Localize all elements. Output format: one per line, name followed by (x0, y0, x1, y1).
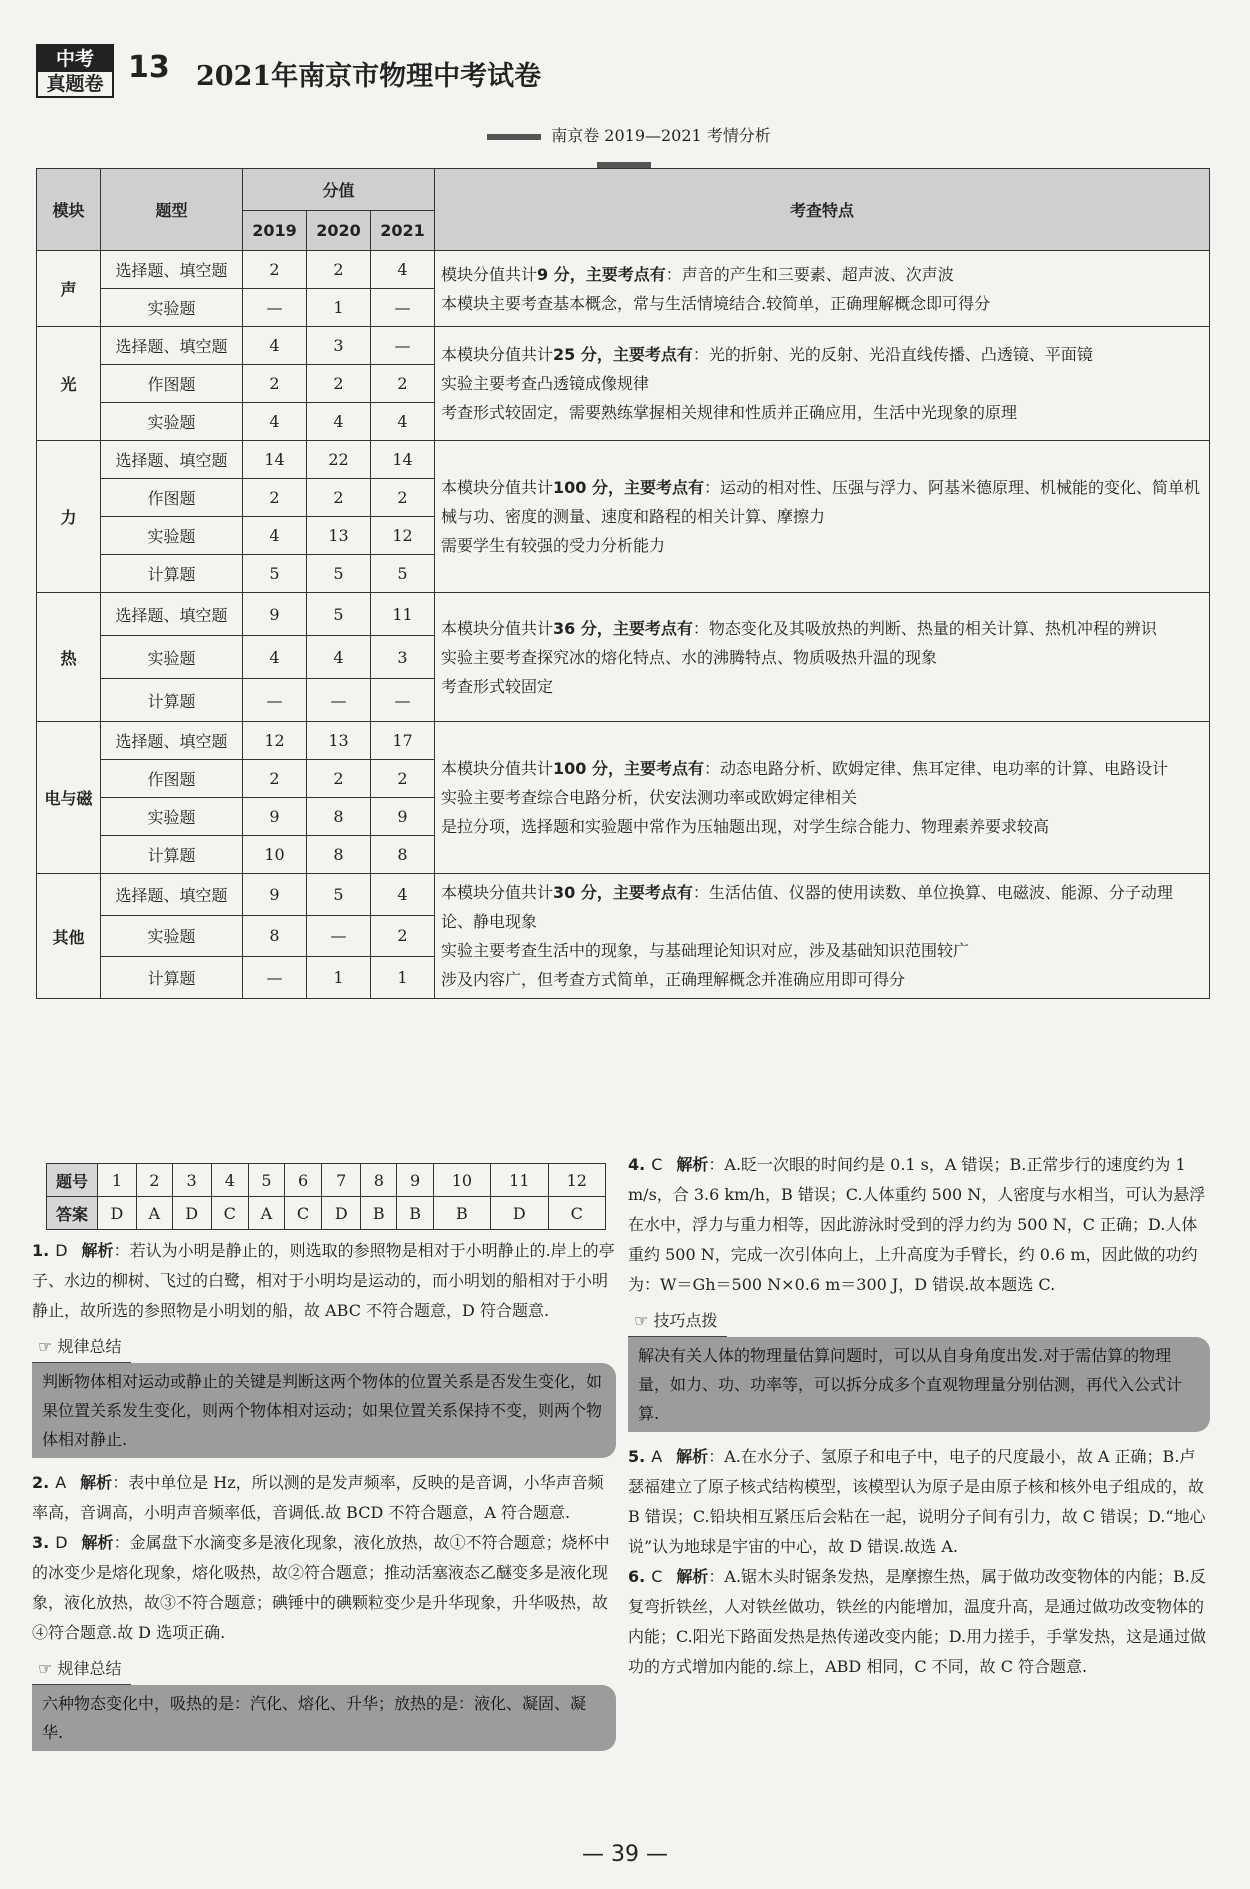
analysis-tag: 解析 (80, 1473, 113, 1492)
feature-line (441, 878, 1203, 936)
score-cell: 2 (307, 365, 371, 403)
question-num: 3. (32, 1533, 50, 1552)
module-name: 光 (37, 327, 101, 441)
score-cell: 12 (371, 517, 435, 555)
module-feature (435, 327, 1210, 441)
analysis-band-title (444, 122, 804, 150)
score-cell: — (371, 327, 435, 365)
type-cell: 选择题、填空题 (101, 441, 243, 479)
score-cell: 5 (307, 874, 371, 916)
band-bar-right (597, 162, 651, 168)
score-cell: 4 (243, 327, 307, 365)
score-cell: 4 (371, 403, 435, 441)
module-name: 力 (37, 441, 101, 593)
score-cell: 13 (307, 517, 371, 555)
paper-number: 13 (128, 50, 170, 85)
feature-text: 本模块分值共计 (441, 883, 554, 902)
hand-pointer-icon: ☞ (38, 1659, 58, 1678)
score-cell: — (307, 679, 371, 722)
type-cell: 实验题 (101, 636, 243, 679)
score-cell: — (371, 679, 435, 722)
explanation-q1 (32, 1236, 616, 1326)
feature-text: ：动态电路分析、欧姆定律、焦耳定律、电功率的计算、电路设计 (704, 759, 1169, 778)
feature-key: ，主要考点有 (569, 264, 666, 284)
explanation-text: ：A.锯木头时锯条发热，是摩擦生热，属于做功改变物体的内能；B.反复弯折铁丝，人对铁丝做功，铁丝的内能增加，温度升高，是通过做功改变物体的内能；C.阳光下路面发热是热传递改变内能；D.用力搓手，手掌发热，这是通过做功的方式增加内能的.综上，ABD 相同，C 不同，故 C 符合题意. (628, 1567, 1207, 1676)
type-cell: 实验题 (101, 798, 243, 836)
feature-line: 实验主要考查凸透镜成像规律 (441, 374, 650, 393)
type-cell: 选择题、填空题 (101, 251, 243, 289)
analysis-body (37, 251, 1210, 999)
score-cell: 9 (243, 874, 307, 916)
feature-line: 实验主要考查综合电路分析，伏安法测功率或欧姆定律相关 (441, 788, 858, 807)
feature-key: ，主要考点有 (596, 345, 693, 364)
analysis-table (36, 168, 1210, 999)
score-cell: — (371, 289, 435, 327)
score-cell: 4 (307, 403, 371, 441)
score-cell: 11 (371, 593, 435, 636)
question-number: 5 (249, 1164, 285, 1197)
feature-score: 100 分 (553, 478, 608, 497)
page-header (36, 44, 1216, 100)
tip-body: 六种物态变化中，吸热的是：汽化、熔化、升华；放热的是：液化、凝固、凝华. (32, 1685, 616, 1751)
th-score: 分值 (243, 169, 435, 211)
analysis-tag: 解析 (676, 1567, 709, 1586)
question-answer: D (55, 1241, 68, 1260)
right-column (628, 1150, 1210, 1682)
question-answer: C (651, 1155, 663, 1174)
score-cell: 4 (243, 403, 307, 441)
tip-title-text: 技巧点拨 (653, 1311, 718, 1330)
feature-text: 模块分值共计 (441, 264, 538, 284)
badge-bottom: 真题卷 (46, 73, 104, 95)
feature-line (441, 260, 1203, 289)
answer-value: D (491, 1197, 548, 1230)
feature-score: 30 分 (553, 883, 597, 902)
feature-text: 本模块分值共计 (441, 478, 554, 497)
explanation-text: ：金属盘下水滴变多是液化现象，液化放热，故①不符合题意；烧杯中的冰变少是熔化现象，熔化吸热，故②符合题意；推动活塞液态乙醚变多是液化现象，液化放热，故③不符合题意；碘锤中的碘颗粒变少是升华现象，升华吸热，故④符合题意.故 D 选项正确. (32, 1533, 610, 1642)
th-2019: 2019 (243, 211, 307, 251)
score-cell: 1 (307, 289, 371, 327)
score-cell: 2 (307, 760, 371, 798)
module-name: 声 (37, 251, 101, 327)
feature-text: ：光的折射、光的反射、光沿直线传播、凸透镜、平面镜 (692, 345, 1093, 364)
score-cell: 2 (371, 479, 435, 517)
score-cell: 5 (307, 593, 371, 636)
type-cell: 实验题 (101, 915, 243, 957)
answer-key-label-q: 题号 (47, 1164, 98, 1197)
score-cell: 2 (243, 251, 307, 289)
answer-value: D (322, 1197, 361, 1230)
question-number: 8 (361, 1164, 397, 1197)
feature-line: 是拉分项，选择题和实验题中常作为压轴题出现，对学生综合能力、物理素养要求较高 (441, 817, 1050, 836)
answer-key-table (46, 1163, 606, 1230)
score-cell: 13 (307, 722, 371, 760)
tip-title (32, 1332, 131, 1363)
tip-title (628, 1306, 727, 1337)
feature-line: 考查形式较固定 (441, 676, 554, 696)
score-cell: 9 (243, 593, 307, 636)
module-feature (435, 722, 1210, 874)
score-cell: — (307, 915, 371, 957)
type-cell: 实验题 (101, 403, 243, 441)
exam-badge (36, 44, 114, 98)
explanation-text: ：A.在水分子、氢原子和电子中，电子的尺度最小，故 A 正确；B.卢瑟福建立了原子核式结构模型，该模型认为原子是由原子核和核外电子组成的，故 B 错误；C.铅块相互紧压后会粘在一起，说明分子间有引力，故 C 错误；D.“地心说”认为地球是宇宙的中心，故 D 错误.故选 A. (628, 1447, 1206, 1556)
feature-key: ，主要考点有 (608, 759, 705, 778)
feature-line (441, 754, 1203, 783)
question-number: 11 (491, 1164, 548, 1197)
explanation-text: ：若认为小明是静止的，则选取的参照物是相对于小明静止的.岸上的亭子、水边的柳树、飞过的白鹭，相对于小明均是运动的，而小明划的船相对于小明静止，故所选的参照物是小明划的船，故 ABC 不符合题意，D 符合题意. (32, 1241, 615, 1320)
score-cell: — (243, 289, 307, 327)
score-cell: 22 (307, 441, 371, 479)
answer-value: B (433, 1197, 490, 1230)
tip-body: 解决有关人体的物理量估算问题时，可以从自身角度出发.对于需估算的物理量，如力、功、功率等，可以拆分成多个直观物理量分别估测，再代入公式计算. (628, 1337, 1210, 1432)
feature-text: 本模块分值共计 (441, 345, 554, 364)
question-answer: A (651, 1447, 663, 1466)
answer-key-label-a: 答案 (47, 1197, 98, 1230)
band-title-text: 南京卷 2019—2021 考情分析 (551, 126, 771, 145)
left-column (32, 1236, 616, 1761)
type-cell: 实验题 (101, 289, 243, 327)
score-cell: 2 (243, 479, 307, 517)
explanation-q4 (628, 1150, 1210, 1300)
feature-score: 36 分 (553, 618, 597, 638)
feature-key: ，主要考点有 (596, 883, 693, 902)
type-cell: 计算题 (101, 679, 243, 722)
question-number: 7 (322, 1164, 361, 1197)
explanation-q3 (32, 1528, 616, 1648)
module-feature (435, 441, 1210, 593)
answer-value: B (361, 1197, 397, 1230)
score-cell: 3 (371, 636, 435, 679)
tip-title (32, 1654, 131, 1685)
feature-text: 本模块分值共计 (441, 618, 554, 638)
th-2021: 2021 (371, 211, 435, 251)
answer-value: C (548, 1197, 605, 1230)
feature-score: 25 分 (553, 345, 597, 364)
analysis-tag: 解析 (81, 1533, 114, 1552)
feature-line: 实验主要考查生活中的现象，与基础理论知识对应，涉及基础知识范围较广 (441, 941, 970, 960)
feature-line: 需要学生有较强的受力分析能力 (441, 536, 666, 555)
hand-pointer-icon: ☞ (634, 1311, 654, 1330)
question-num: 1. (32, 1241, 50, 1260)
feature-text: ：运动的相对性、压强与浮力、阿基米德原理、机械能的变化、简单机械与功、密度的测量、速度和路程的相关计算、摩擦力 (441, 478, 1201, 526)
type-cell: 作图题 (101, 365, 243, 403)
question-number: 12 (548, 1164, 605, 1197)
score-cell: 4 (243, 636, 307, 679)
score-cell: 9 (371, 798, 435, 836)
type-cell: 选择题、填空题 (101, 593, 243, 636)
answer-value: A (249, 1197, 285, 1230)
answer-value: B (397, 1197, 433, 1230)
answer-value: C (284, 1197, 321, 1230)
question-num: 4. (628, 1155, 646, 1174)
score-cell: 5 (371, 555, 435, 593)
score-cell: 2 (371, 365, 435, 403)
type-cell: 实验题 (101, 517, 243, 555)
tip-box (32, 1332, 616, 1458)
score-cell: 5 (243, 555, 307, 593)
badge-top: 中考 (38, 46, 112, 72)
score-cell: 8 (371, 836, 435, 874)
page-number: — 39 — (582, 1842, 668, 1867)
score-cell: 9 (243, 798, 307, 836)
paper-title: 2021年南京市物理中考试卷 (196, 61, 542, 92)
score-cell: 8 (307, 798, 371, 836)
answer-value: D (172, 1197, 211, 1230)
score-cell: 4 (371, 251, 435, 289)
score-cell: — (243, 957, 307, 999)
score-cell: 1 (307, 957, 371, 999)
type-cell: 计算题 (101, 555, 243, 593)
tip-box (628, 1306, 1210, 1432)
analysis-tag: 解析 (676, 1447, 709, 1466)
feature-line: 涉及内容广，但考查方式简单，正确理解概念并准确应用即可得分 (441, 970, 906, 989)
score-cell: 17 (371, 722, 435, 760)
question-number: 1 (98, 1164, 137, 1197)
module-name: 电与磁 (37, 722, 101, 874)
explanation-text: ：表中单位是 Hz，所以测的是发声频率，反映的是音调，小华声音频率高，音调高，小明声音频率低，音调低.故 BCD 不符合题意，A 符合题意. (32, 1473, 604, 1522)
feature-score: 100 分 (553, 759, 608, 778)
module-feature (435, 874, 1210, 999)
th-2020: 2020 (307, 211, 371, 251)
type-cell: 计算题 (101, 836, 243, 874)
score-cell: 1 (371, 957, 435, 999)
score-cell: 5 (307, 555, 371, 593)
type-cell: 选择题、填空题 (101, 327, 243, 365)
analysis-tag: 解析 (676, 1155, 709, 1174)
th-module: 模块 (37, 169, 101, 251)
answer-value: C (211, 1197, 248, 1230)
question-number: 4 (211, 1164, 248, 1197)
question-number: 2 (136, 1164, 172, 1197)
question-num: 6. (628, 1567, 646, 1586)
score-cell: 2 (371, 915, 435, 957)
question-num: 5. (628, 1447, 646, 1466)
score-cell: 2 (243, 760, 307, 798)
question-answer: C (651, 1567, 663, 1586)
score-cell: 4 (243, 517, 307, 555)
score-cell: 14 (371, 441, 435, 479)
feature-score: 9 分 (537, 264, 570, 284)
explanation-q6 (628, 1562, 1210, 1682)
module-name: 其他 (37, 874, 101, 999)
answer-value: D (98, 1197, 137, 1230)
score-cell: 8 (243, 915, 307, 957)
type-cell: 作图题 (101, 479, 243, 517)
th-type: 题型 (101, 169, 243, 251)
feature-line: 考查形式较固定，需要熟练掌握相关规律和性质并正确应用，生活中光现象的原理 (441, 403, 1018, 422)
feature-line: 本模块主要考查基本概念，常与生活情境结合.较简单，正确理解概念即可得分 (441, 293, 991, 313)
explanation-text: ：A.眨一次眼的时间约是 0.1 s，A 错误；B.正常步行的速度约为 1 m/s，合 3.6 km/h，B 错误；C.人体重约 500 N，人密度与水相当，可认为悬浮在水中，浮力与重力相等，因此游泳时受到的浮力约为 500 N，C 正确；D.人体重约 500 N，完成一次引体向上，上升高度为手臂长，约 0.6 m，因此做的功约为：W＝Gh＝500 N×0.6 m＝300 J，D 错误.故本题选 C. (628, 1155, 1206, 1294)
module-feature (435, 593, 1210, 722)
question-number: 3 (172, 1164, 211, 1197)
score-cell: 2 (307, 479, 371, 517)
score-cell: 10 (243, 836, 307, 874)
tip-box (32, 1654, 616, 1751)
tip-title-text: 规律总结 (57, 1659, 122, 1678)
analysis-tag: 解析 (81, 1241, 114, 1260)
question-answer: A (55, 1473, 67, 1492)
score-cell: 4 (307, 636, 371, 679)
feature-text: ：物态变化及其吸放热的判断、热量的相关计算、热机冲程的辨识 (692, 618, 1157, 638)
score-cell: 12 (243, 722, 307, 760)
score-cell: 2 (371, 760, 435, 798)
question-number: 9 (397, 1164, 433, 1197)
tip-body: 判断物体相对运动或静止的关键是判断这两个物体的位置关系是否发生变化，如果位置关系发生变化，则两个物体相对运动；如果位置关系保持不变，则两个物体相对静止. (32, 1363, 616, 1458)
score-cell: 8 (307, 836, 371, 874)
type-cell: 作图题 (101, 760, 243, 798)
feature-line: 实验主要考查探究冰的熔化特点、水的沸腾特点、物质吸热升温的现象 (441, 647, 938, 667)
tip-title-text: 规律总结 (57, 1337, 122, 1356)
score-cell: — (243, 679, 307, 722)
explanation-q2 (32, 1468, 616, 1528)
feature-text: ：生活估值、仪器的使用读数、单位换算、电磁波、能源、分子动理论、静电现象 (441, 883, 1173, 931)
th-feature: 考查特点 (435, 169, 1210, 251)
score-cell: 2 (243, 365, 307, 403)
feature-line (441, 614, 1203, 643)
feature-text: 本模块分值共计 (441, 759, 554, 778)
module-name: 热 (37, 593, 101, 722)
explanation-q5 (628, 1442, 1210, 1562)
type-cell: 计算题 (101, 957, 243, 999)
hand-pointer-icon: ☞ (38, 1337, 58, 1356)
feature-text: ：声音的产生和三要素、超声波、次声波 (665, 264, 954, 284)
score-cell: 4 (371, 874, 435, 916)
feature-line (441, 473, 1203, 531)
feature-line (441, 340, 1203, 369)
question-num: 2. (32, 1473, 50, 1492)
score-cell: 3 (307, 327, 371, 365)
answer-value: A (136, 1197, 172, 1230)
score-cell: 14 (243, 441, 307, 479)
module-feature (435, 251, 1210, 327)
question-answer: D (55, 1533, 68, 1552)
feature-key: ，主要考点有 (596, 618, 693, 638)
type-cell: 选择题、填空题 (101, 722, 243, 760)
question-number: 10 (433, 1164, 490, 1197)
question-number: 6 (284, 1164, 321, 1197)
type-cell: 选择题、填空题 (101, 874, 243, 916)
band-bar-left (487, 134, 541, 140)
score-cell: 2 (307, 251, 371, 289)
feature-key: ，主要考点有 (608, 478, 705, 497)
